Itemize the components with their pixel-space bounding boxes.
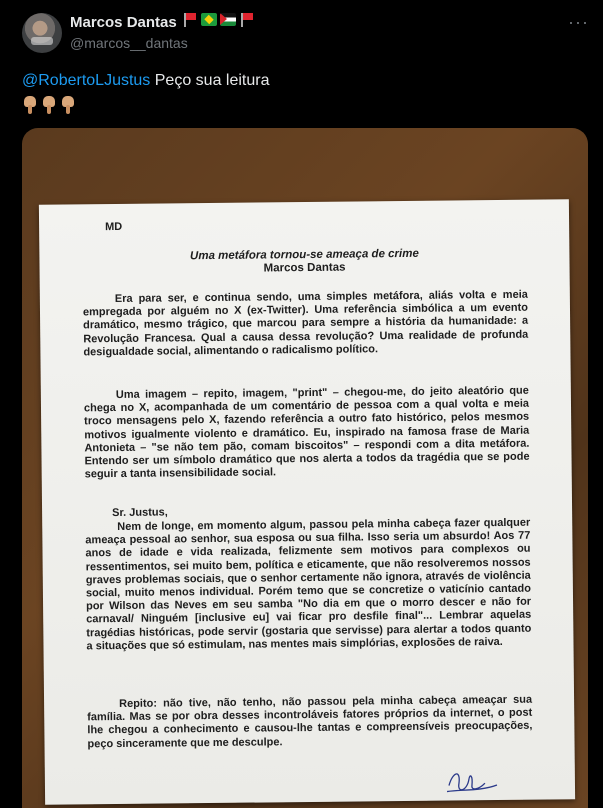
point-down-icon [22,96,38,114]
doc-author: Marcos Dantas [263,261,346,275]
red-flag-icon [239,13,255,26]
doc-initials: MD [105,220,123,234]
mention-link[interactable]: @RobertoLJustus [22,72,151,89]
doc-paragraph-3: Nem de longe, em momento algum, passou pela minha cabeça fazer qualquer ameaça pessoal ao senhor, sua esposa ou sua filha. Isso seria um absurdo! Aos 77 anos de idade e vida realizada, felizmente sem motivos para complexos ou ressentimentos, sei muito bem, política e eticamente, que não resolveremos nossos graves problemas sociais, que o senhor certamente não ignora, através de violência social, muito menos individual. Porém temo que se concretize o vaticínio cantado por Wilson das Neves em seu samba "No dia em que o morro descer e não for carnaval/ Ninguém [inclusive eu] vai ficar pro desfile final"... Lembrar aquelas tragédias históricas, pode servir (gostaria que servisse) para alertar a todos quanto a situações que só estimulam, nas mentes mais simplórias, explosões de raiva. [85,516,532,653]
red-flag-icon [182,13,198,26]
brazil-flag-icon [201,13,217,26]
emoji-row [22,96,76,114]
more-options-icon[interactable]: ··· [568,12,589,32]
letter-document [39,199,575,805]
doc-paragraph-2: Uma imagem – repito, imagem, "print" – chegou-me, do jeito aleatório que chega no X, acompanhada de um comentário de pessoa com a qual volta e meia troco mensagens pelo X, fazendo referência a outro fato histórico, pelos mesmos motivos igualmente violento e dramático. Eu, inspirado na famosa frase de Maria Antonieta – "se não tem pão, comam biscoitos" – respondi com a dita metáfora. Entendo ser um símbolo dramático que nos alerta a todos da tragédia que se pode seguir a tanta insensibilidade social. [83,384,530,481]
tweet-text [22,72,270,90]
doc-paragraph-4: Repito: não tive, não tenho, não passou pela minha cabeça ameaçar sua família. Mas se por obra desses incontroláveis fatores próprios da internet, o post lhe chegou a conhecimento e causou-lhe tantas e compreensíveis preocupações, peço sinceramente que me desculpe. [87,693,533,750]
tweet-header [0,0,603,66]
palestine-flag-icon [220,13,236,26]
tweet-body: Peço sua leitura [150,72,270,89]
doc-salutation: Sr. Justus, [112,506,168,520]
author-name[interactable]: Marcos Dantas [70,14,177,31]
author-handle[interactable]: @marcos__dantas [70,35,188,51]
point-down-icon [60,96,76,114]
doc-paragraph-1: Era para ser, e continua sendo, uma simples metáfora, aliás volta e meia empregada por alguém no X (ex-Twitter). Uma referência simbólica a um evento dramático, mesmo trágico, que marcou para sempre a história da humanidade: a Revolução Francesa. Qual a causa dessa revolução? Uma realidade de profunda desigualdade social, alimentando o radicalismo político. [82,288,529,359]
avatar[interactable] [22,13,62,53]
flag-emojis [182,13,255,26]
point-down-icon [41,96,57,114]
doc-title: Uma metáfora tornou-se ameaça de crime [189,247,419,263]
signature-icon [441,765,501,798]
tweet-image[interactable] [22,128,588,808]
